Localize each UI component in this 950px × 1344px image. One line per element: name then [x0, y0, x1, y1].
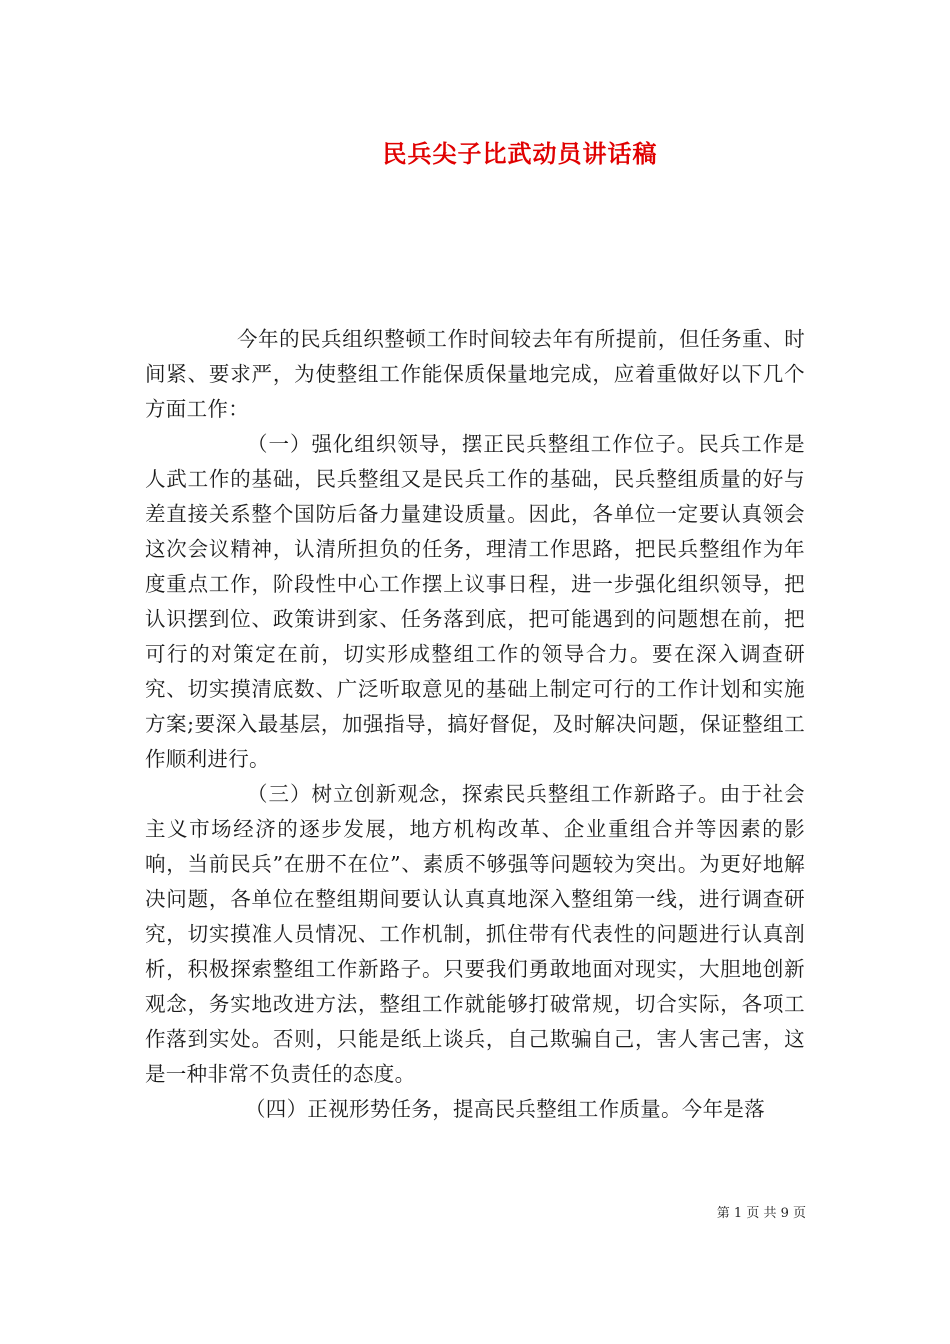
page-number-footer: 第 1 页 共 9 页: [716, 1206, 806, 1221]
paragraph-intro: 今年的民兵组织整顿工作时间较去年有所提前，但任务重、时间紧、要求严，为使整组工作能保质保量地完成，应着重做好以下几个方面工作：: [145, 327, 805, 421]
document-body: [145, 322, 805, 1127]
paragraph-section-1: （一）强化组织领导，摆正民兵整组工作位子。民兵工作是人武工作的基础，民兵整组又是民兵工作的基础，民兵整组质量的好与差直接关系整个国防后备力量建设质量。因此，各单位一定要认真领会这次会议精神，认清所担负的任务，理清工作思路，把民兵整组作为年度重点工作，阶段性中心工作摆上议事日程，进一步强化组织领导，把认识摆到位、政策讲到家、任务落到底，把可能遇到的问题想在前，把可行的对策定在前，切实形成整组工作的领导合力。要在深入调查研究、切实摸清底数、广泛听取意见的基础上制定可行的工作计划和实施方案;要深入最基层，加强指导，搞好督促，及时解决问题，保证整组工作顺利进行。: [145, 432, 805, 771]
paragraph-section-3: （三）树立创新观念，探索民兵整组工作新路子。由于社会主义市场经济的逐步发展，地方机构改革、企业重组合并等因素的影响，当前民兵”在册不在位”、素质不够强等问题较为突出。为更好地解决问题，各单位在整组期间要认认真真地深入整组第一线，进行调查研究，切实摸准人员情况、工作机制，抓住带有代表性的问题进行认真剖析，积极探索整组工作新路子。只要我们勇敢地面对现实，大胆地创新观念，务实地改进方法，整组工作就能够打破常规，切合实际，各项工作落到实处。否则，只能是纸上谈兵，自己欺骗自己，害人害己害，这是一种非常不负责任的态度。: [145, 782, 805, 1086]
paragraph-section-4: （四）正视形势任务，提高民兵整组工作质量。今年是落: [245, 1097, 765, 1121]
document-title: 民兵尖子比武动员讲话稿: [382, 139, 658, 168]
